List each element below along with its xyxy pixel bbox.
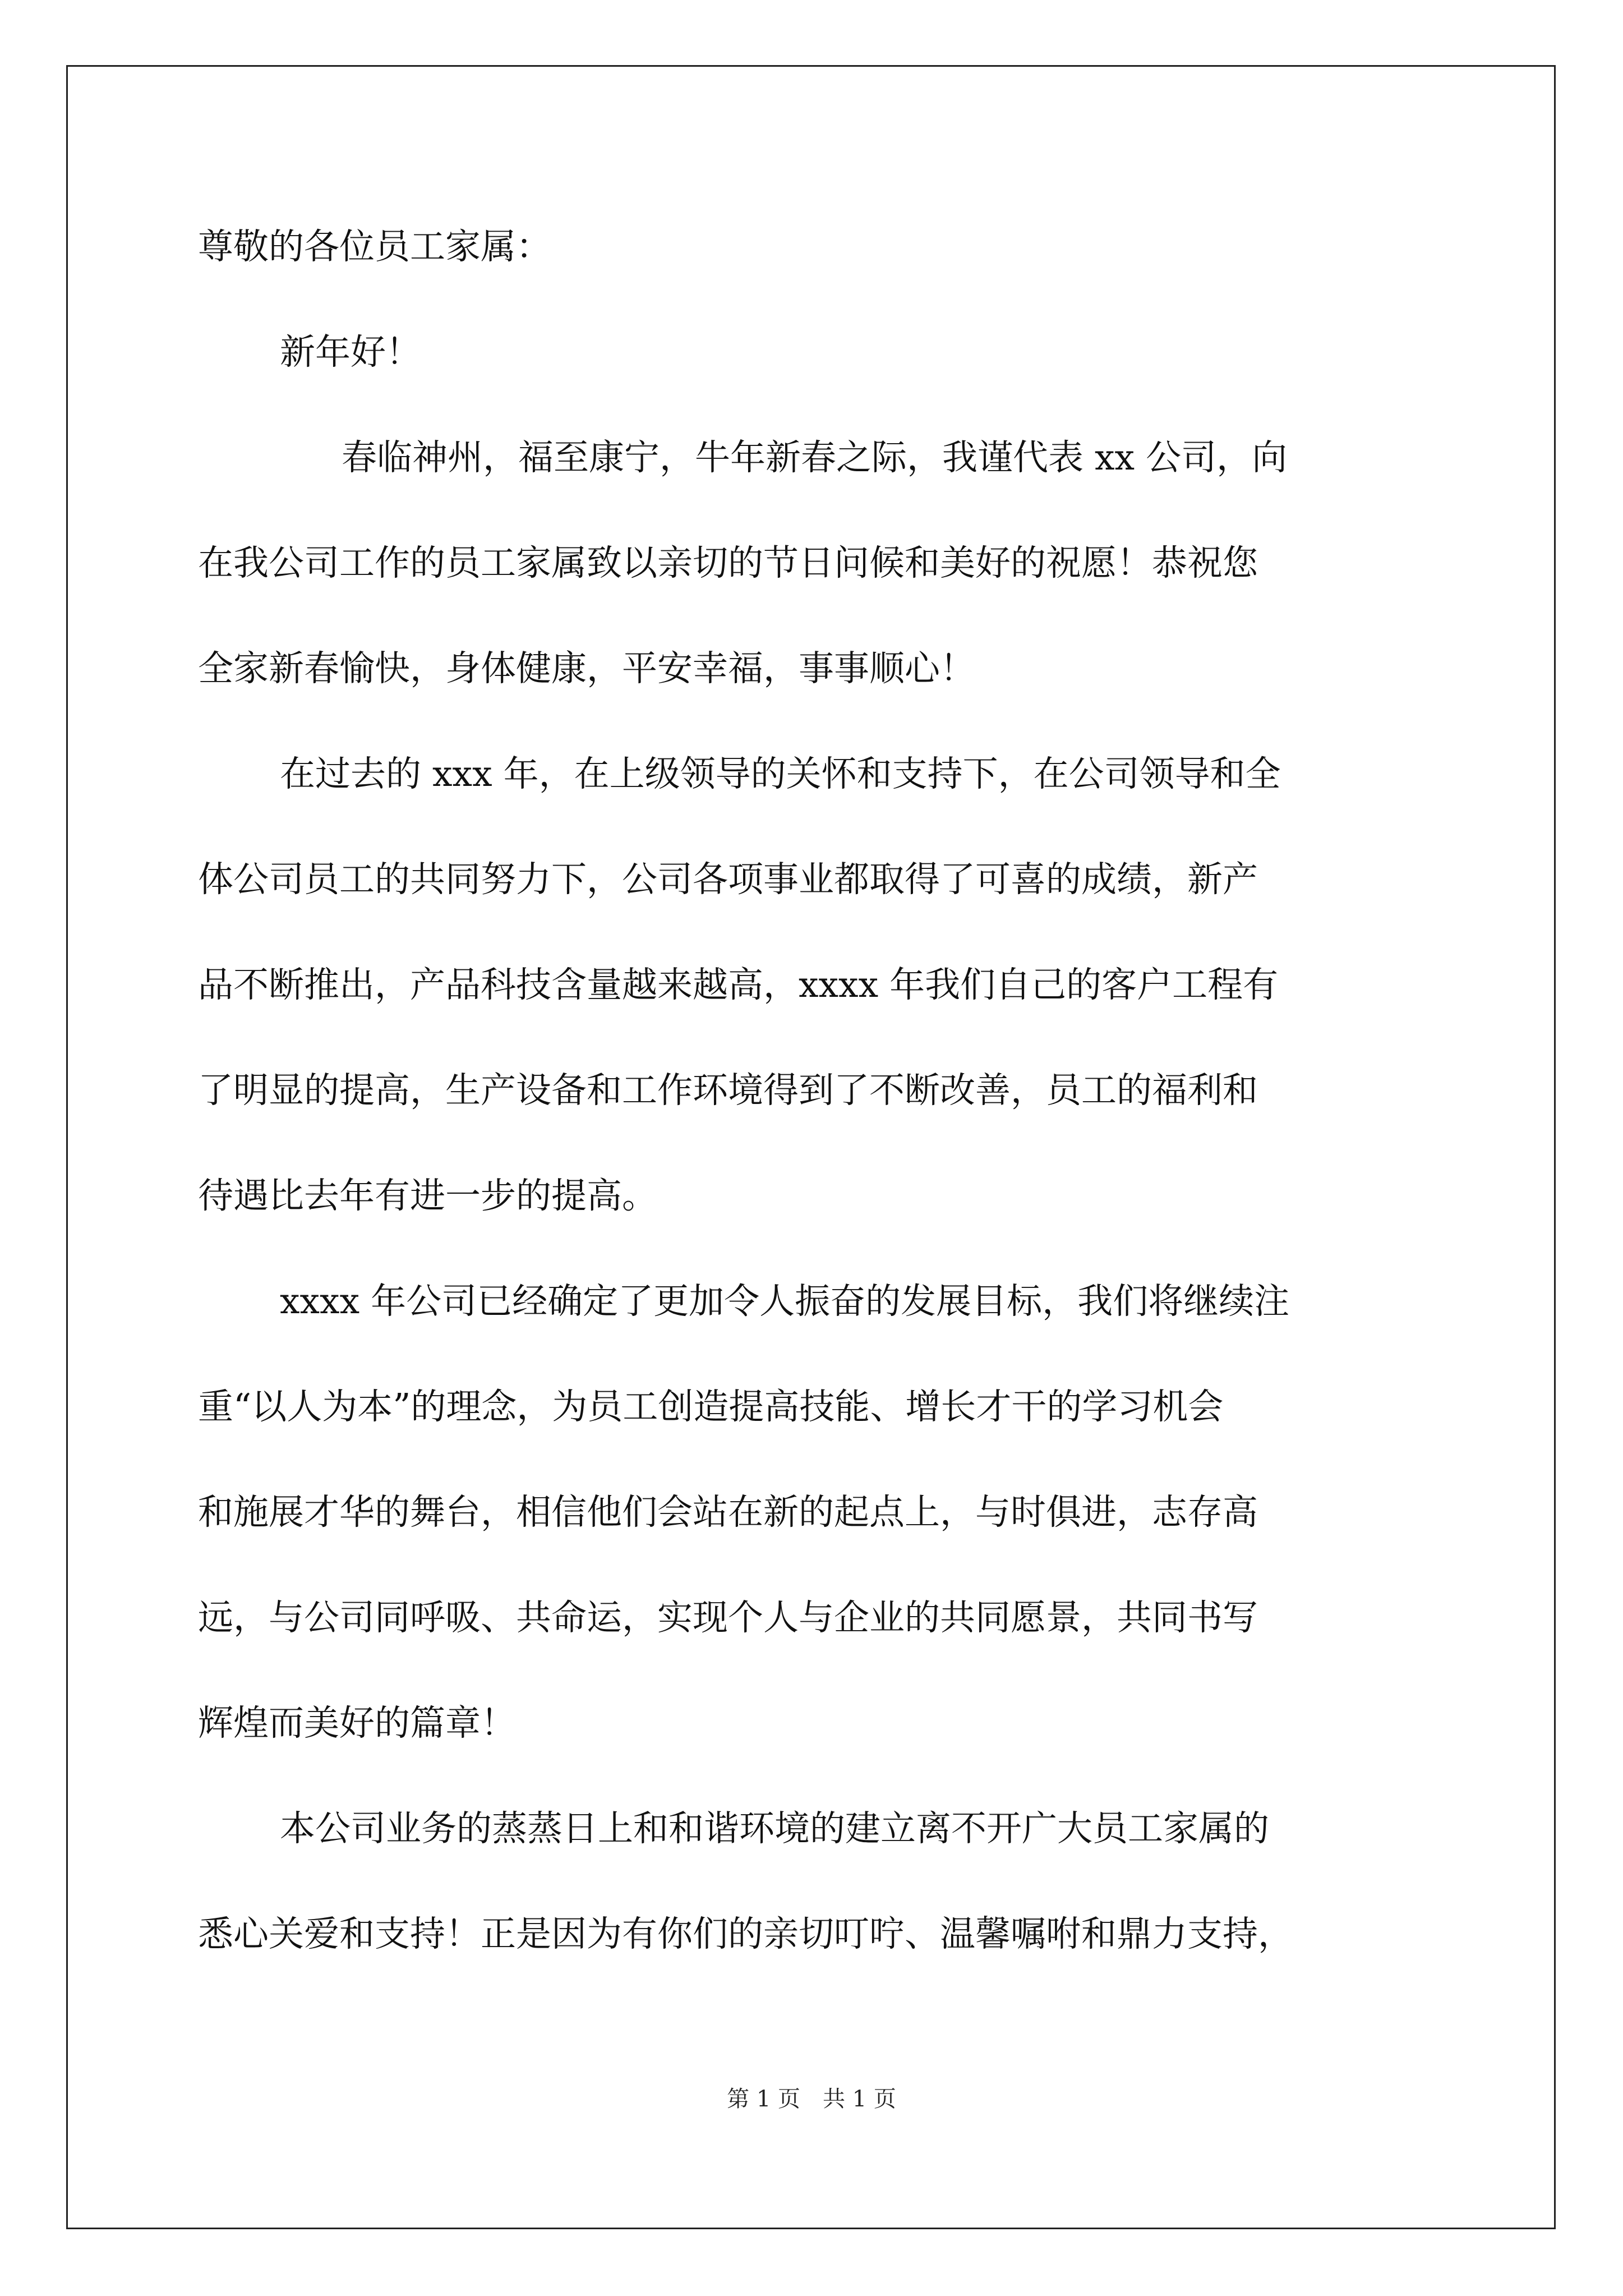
paragraph-3-line-4: 远，与公司同呼吸、共命运，实现个人与企业的共同愿景，共同书写 bbox=[198, 1597, 1258, 1638]
page-frame bbox=[66, 65, 1556, 2229]
paragraph-1-line-3: 全家新春愉快，身体健康，平安幸福，事事顺心！ bbox=[198, 648, 975, 689]
paragraph-4-line-1: 本公司业务的蒸蒸日上和和谐环境的建立离不开广大员工家属的 bbox=[280, 1808, 1269, 1849]
paragraph-3-line-5: 辉煌而美好的篇章！ bbox=[198, 1703, 516, 1743]
paragraph-2-line-4: 了明显的提高，生产设备和工作环境得到了不断改善，员工的福利和 bbox=[198, 1070, 1258, 1111]
paragraph-2-line-2: 体公司员工的共同努力下，公司各项事业都取得了可喜的成绩，新产 bbox=[198, 859, 1258, 900]
paragraph-3-line-2: 重“以人为本”的理念，为员工创造提高技能、增长才干的学习机会 bbox=[198, 1386, 1224, 1427]
page-number-footer: 第 1 页 共 1 页 bbox=[727, 2086, 896, 2112]
paragraph-1-line-2: 在我公司工作的员工家属致以亲切的节日问候和美好的祝愿！恭祝您 bbox=[198, 542, 1258, 583]
paragraph-2-line-3: 品不断推出，产品科技含量越来越高，xxxx 年我们自己的客户工程有 bbox=[198, 964, 1279, 1005]
paragraph-1-line-1: 春临神州，福至康宁，牛年新春之际，我谨代表 xx 公司，向 bbox=[342, 437, 1288, 478]
greeting: 新年好！ bbox=[280, 332, 421, 372]
paragraph-2-line-1: 在过去的 xxx 年，在上级领导的关怀和支持下，在公司领导和全 bbox=[280, 753, 1281, 794]
paragraph-3-line-1: xxxx 年公司已经确定了更加令人振奋的发展目标，我们将继续注 bbox=[280, 1281, 1290, 1322]
paragraph-3-line-3: 和施展才华的舞台，相信他们会站在新的起点上，与时俱进，志存高 bbox=[198, 1492, 1258, 1533]
salutation: 尊敬的各位员工家属： bbox=[198, 226, 551, 267]
paragraph-4-line-2: 悉心关爱和支持！正是因为有你们的亲切叮咛、温馨嘱咐和鼎力支持， bbox=[198, 1913, 1293, 1954]
paragraph-2-line-5: 待遇比去年有进一步的提高。 bbox=[198, 1175, 657, 1216]
